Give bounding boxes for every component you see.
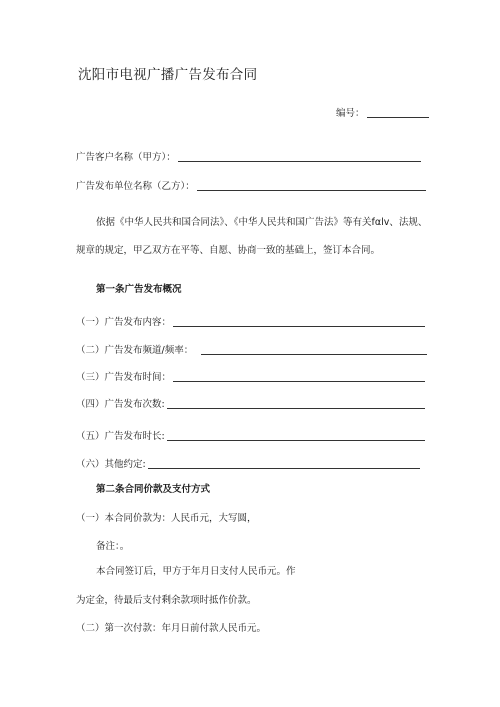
article-1-item [76, 431, 425, 441]
article-1-item [76, 317, 425, 327]
article-2-heading: 第二条合同价款及支付方式 [96, 484, 211, 495]
intro-paragraph-line-2: 规章的规定，甲乙双方在平等、自愿、协商一致的基础上，签订本合同。 [76, 245, 381, 256]
item-label: （一）广告发布内容： [76, 316, 172, 328]
deposit-line-1: 本合同签订后，甲方于年月日支付人民币元。作 [96, 566, 296, 577]
article-1-item [76, 399, 425, 409]
ad-count-field[interactable] [167, 399, 425, 409]
item-label: （二）广告发布频道/频率： [76, 344, 194, 356]
item-label: （五）广告发布时长: [76, 430, 165, 442]
first-payment-line: （二）第一次付款：年月日前付款人民币元。 [76, 623, 267, 634]
ad-time-field[interactable] [173, 372, 425, 382]
contract-number [336, 108, 429, 118]
other-terms-field[interactable] [148, 459, 420, 469]
article-1-item [76, 345, 427, 355]
item-label: （六）其他约定: [76, 458, 146, 470]
deposit-line-2: 为定金，待最后支付剩余款项时抵作价款。 [76, 595, 257, 606]
contract-number-field[interactable] [367, 108, 429, 118]
item-label: （四）广告发布次数: [76, 398, 165, 410]
contract-price-line: （一）本合同价款为：人民币元，大写圆， [76, 513, 257, 524]
ad-content-field[interactable] [173, 317, 425, 327]
client-name-line [76, 152, 421, 162]
ad-channel-field[interactable] [201, 345, 427, 355]
client-name-field[interactable] [178, 152, 421, 162]
publisher-name-field[interactable] [197, 181, 426, 191]
contract-title: 沈阳市电视广播广告发布合同 [78, 67, 258, 83]
client-name-label: 广告客户名称（甲方）： [76, 151, 176, 163]
intro-paragraph-line-1: 依据《中华人民共和国合同法》、《中华人民共和国广告法》等有关fαlv、法规、 [96, 217, 428, 228]
item-label: （三）广告发布时间： [76, 371, 172, 383]
publisher-name-line [76, 181, 426, 191]
publisher-name-label: 广告发布单位名称（乙方）： [76, 180, 195, 192]
article-1-item [76, 459, 420, 469]
article-1-item [76, 372, 425, 382]
contract-number-label: 编号： [336, 107, 365, 119]
article-1-heading: 第一条广告发布概况 [96, 284, 182, 295]
ad-duration-field[interactable] [167, 431, 425, 441]
note-line: 备注：。 [96, 541, 130, 552]
